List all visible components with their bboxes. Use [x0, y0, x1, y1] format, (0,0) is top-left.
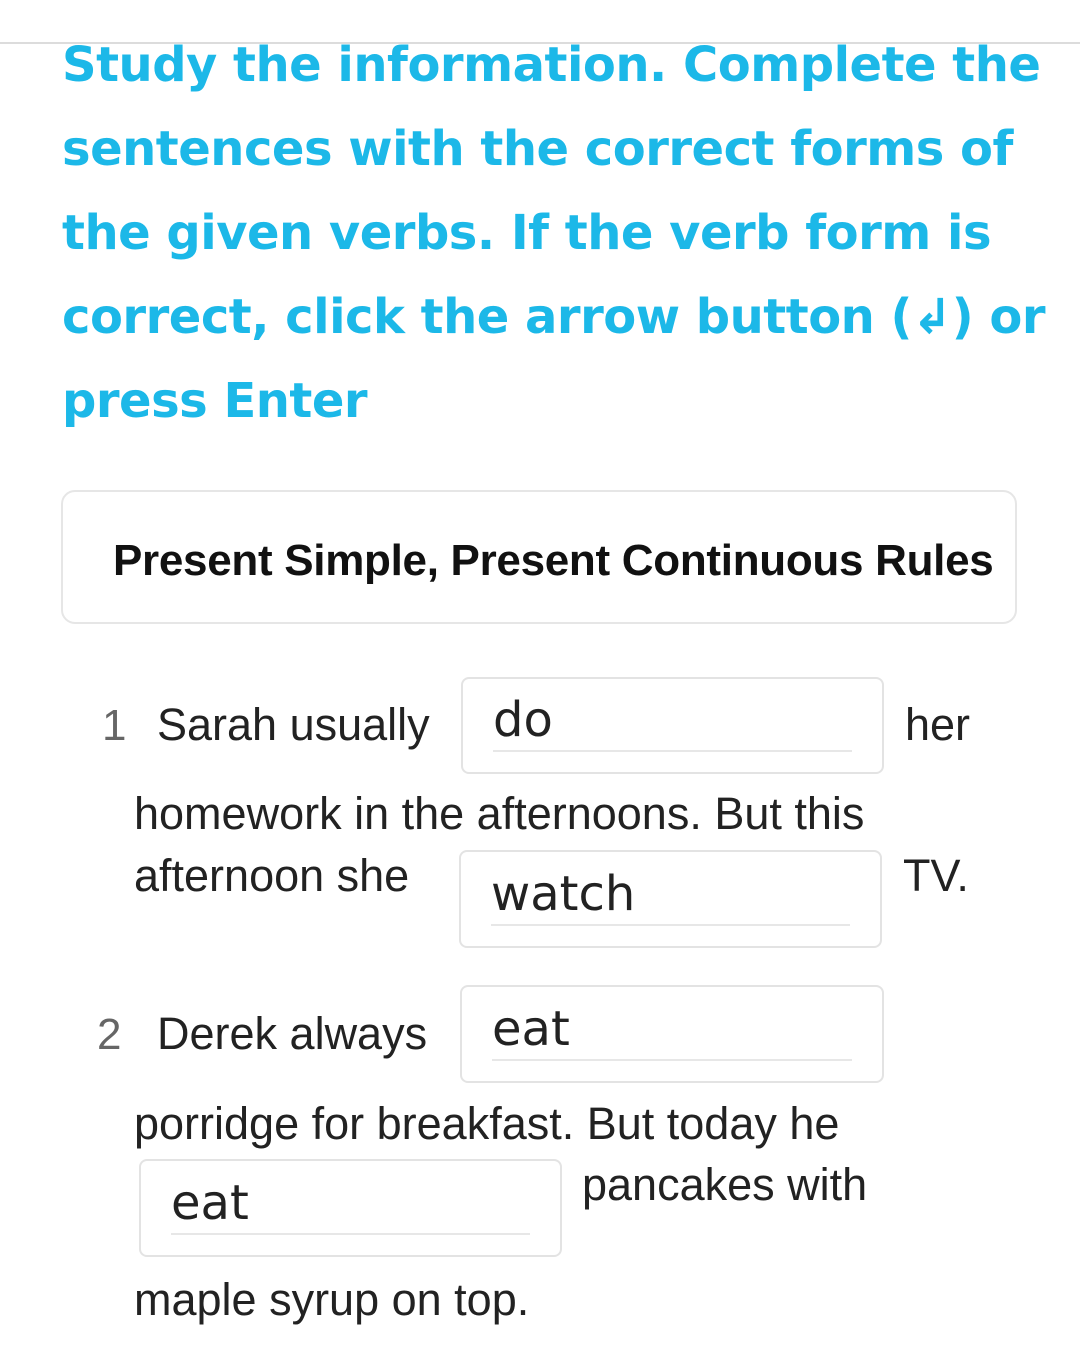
exercise-2-number: 2	[97, 1010, 122, 1059]
exercise-1-blank-1[interactable]	[461, 677, 884, 774]
exercise-1-text-3: homework in the afternoons. But this	[134, 788, 865, 839]
exercise-1-number: 1	[102, 701, 127, 750]
exercise-1-input-2[interactable]	[491, 864, 850, 926]
rules-title: Present Simple, Present Continuous Rules	[113, 536, 994, 585]
exercise-1-text-1: Sarah usually	[157, 699, 430, 750]
exercise-2-text-2: porridge for breakfast. But today he	[134, 1098, 840, 1149]
exercise-2-input-2[interactable]	[171, 1173, 530, 1235]
instructions-text: Study the information. Complete the sentences with the correct forms of the given verbs. If the verb form is correct, click the arrow button (↲) or press Enter	[62, 37, 1045, 429]
exercise-1-input-1[interactable]	[493, 690, 852, 752]
rules-button[interactable]	[61, 490, 1017, 624]
exercise-2-text-1: Derek always	[157, 1008, 428, 1059]
exercise-2-input-1[interactable]	[492, 999, 852, 1061]
exercise-1-text-5: TV.	[903, 850, 969, 901]
exercise-2-text-3: pancakes with	[582, 1159, 868, 1210]
exercise-1-text-2: her	[905, 699, 971, 750]
exercise-2-text-4: maple syrup on top.	[134, 1274, 530, 1325]
exercise-2-blank-1[interactable]	[460, 985, 884, 1083]
exercise-1-text-4: afternoon she	[134, 850, 410, 901]
exercise-2-blank-2[interactable]	[139, 1159, 562, 1257]
exercise-1-blank-2[interactable]	[459, 850, 882, 948]
